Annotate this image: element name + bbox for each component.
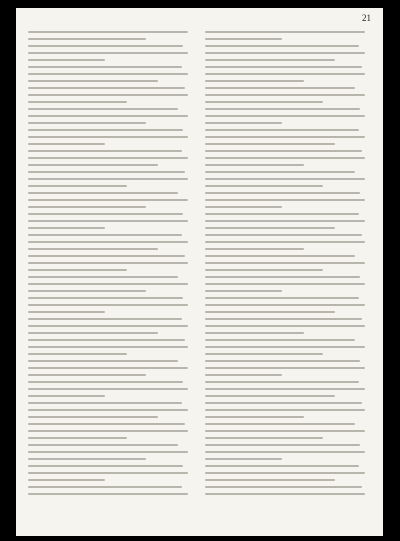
illegible-text-line: [205, 332, 304, 334]
entries-column-left: [28, 30, 188, 500]
illegible-text-line: [205, 367, 365, 369]
illegible-text-line: [28, 213, 183, 215]
illegible-text-line: [205, 248, 304, 250]
illegible-text-line: [28, 451, 188, 453]
illegible-text-line: [205, 185, 323, 187]
illegible-text-line: [205, 66, 362, 68]
illegible-text-line: [205, 290, 282, 292]
illegible-text-line: [28, 101, 127, 103]
illegible-text-line: [205, 255, 355, 257]
illegible-text-line: [28, 381, 183, 383]
illegible-text-line: [28, 430, 188, 432]
illegible-text-line: [28, 444, 178, 446]
illegible-text-line: [205, 458, 282, 460]
illegible-text-line: [28, 269, 127, 271]
illegible-text-line: [205, 136, 365, 138]
illegible-text-line: [205, 381, 359, 383]
illegible-text-line: [205, 178, 365, 180]
illegible-text-line: [205, 171, 355, 173]
illegible-text-line: [205, 395, 335, 397]
document-page: [16, 8, 383, 536]
illegible-text-line: [28, 332, 158, 334]
illegible-text-line: [28, 38, 146, 40]
illegible-text-line: [205, 304, 365, 306]
illegible-text-line: [28, 297, 183, 299]
illegible-text-line: [205, 206, 282, 208]
illegible-text-line: [28, 374, 146, 376]
illegible-text-line: [205, 269, 323, 271]
illegible-text-line: [28, 248, 158, 250]
illegible-text-line: [28, 339, 185, 341]
illegible-text-line: [205, 402, 362, 404]
illegible-text-line: [205, 388, 365, 390]
illegible-text-line: [28, 423, 185, 425]
illegible-text-line: [28, 276, 178, 278]
illegible-text-line: [205, 241, 365, 243]
illegible-text-line: [205, 87, 355, 89]
illegible-text-line: [205, 437, 323, 439]
entries-column-right: [205, 30, 365, 500]
illegible-text-line: [205, 73, 365, 75]
illegible-text-line: [28, 206, 146, 208]
illegible-text-line: [205, 409, 365, 411]
illegible-text-line: [28, 472, 188, 474]
illegible-text-line: [28, 178, 188, 180]
illegible-text-line: [205, 115, 365, 117]
illegible-text-line: [28, 143, 105, 145]
illegible-text-line: [28, 409, 188, 411]
illegible-text-line: [205, 157, 365, 159]
illegible-text-line: [205, 122, 282, 124]
illegible-text-line: [205, 283, 365, 285]
illegible-text-line: [28, 402, 182, 404]
illegible-text-line: [205, 339, 355, 341]
illegible-text-line: [28, 353, 127, 355]
illegible-text-line: [28, 311, 105, 313]
illegible-text-line: [205, 143, 335, 145]
illegible-text-line: [205, 150, 362, 152]
illegible-text-line: [205, 374, 282, 376]
illegible-text-line: [205, 262, 365, 264]
illegible-text-line: [205, 360, 360, 362]
illegible-text-line: [28, 45, 183, 47]
illegible-text-line: [28, 52, 188, 54]
illegible-text-line: [205, 192, 360, 194]
illegible-text-line: [205, 45, 359, 47]
illegible-text-line: [28, 185, 127, 187]
illegible-text-line: [28, 136, 188, 138]
illegible-text-line: [205, 297, 359, 299]
illegible-text-line: [205, 325, 365, 327]
illegible-text-line: [28, 437, 127, 439]
illegible-text-line: [205, 444, 360, 446]
illegible-text-line: [205, 472, 365, 474]
illegible-text-line: [28, 255, 185, 257]
illegible-text-line: [205, 31, 365, 33]
illegible-text-line: [28, 150, 182, 152]
illegible-text-line: [28, 318, 182, 320]
illegible-text-line: [28, 367, 188, 369]
illegible-text-line: [28, 493, 188, 495]
illegible-text-line: [205, 423, 355, 425]
illegible-text-line: [28, 479, 105, 481]
illegible-text-line: [28, 388, 188, 390]
illegible-text-line: [28, 346, 188, 348]
illegible-text-line: [205, 416, 304, 418]
illegible-text-line: [205, 276, 360, 278]
illegible-text-line: [205, 493, 365, 495]
illegible-text-line: [28, 94, 188, 96]
illegible-text-line: [205, 311, 335, 313]
illegible-text-line: [28, 227, 105, 229]
illegible-text-line: [28, 458, 146, 460]
illegible-text-line: [28, 73, 188, 75]
illegible-text-line: [28, 192, 178, 194]
illegible-text-line: [28, 234, 182, 236]
illegible-text-line: [28, 220, 188, 222]
illegible-text-line: [28, 416, 158, 418]
illegible-text-line: [205, 80, 304, 82]
illegible-text-line: [205, 199, 365, 201]
illegible-text-line: [28, 115, 188, 117]
illegible-text-line: [28, 164, 158, 166]
illegible-text-line: [28, 199, 188, 201]
illegible-text-line: [28, 108, 178, 110]
illegible-text-line: [28, 283, 188, 285]
illegible-text-line: [28, 486, 182, 488]
illegible-text-line: [28, 171, 185, 173]
illegible-text-line: [205, 346, 365, 348]
illegible-text-line: [28, 59, 105, 61]
illegible-text-line: [28, 304, 188, 306]
illegible-text-line: [28, 395, 105, 397]
illegible-text-line: [205, 353, 323, 355]
illegible-text-line: [28, 262, 188, 264]
illegible-text-line: [205, 101, 323, 103]
illegible-text-line: [205, 38, 282, 40]
illegible-text-line: [28, 360, 178, 362]
illegible-text-line: [28, 122, 146, 124]
page-number: 21: [362, 13, 371, 23]
illegible-text-line: [205, 479, 335, 481]
illegible-text-line: [28, 465, 183, 467]
illegible-text-line: [205, 465, 359, 467]
illegible-text-line: [205, 486, 362, 488]
illegible-text-line: [28, 290, 146, 292]
illegible-text-line: [28, 66, 182, 68]
illegible-text-line: [28, 80, 158, 82]
illegible-text-line: [205, 451, 365, 453]
illegible-text-line: [205, 318, 362, 320]
illegible-text-line: [205, 430, 365, 432]
illegible-text-line: [205, 52, 365, 54]
illegible-text-line: [205, 213, 359, 215]
illegible-text-line: [205, 220, 365, 222]
illegible-text-line: [28, 241, 188, 243]
illegible-text-line: [205, 108, 360, 110]
illegible-text-line: [28, 325, 188, 327]
illegible-text-line: [205, 129, 359, 131]
illegible-text-line: [205, 59, 335, 61]
illegible-text-line: [28, 31, 188, 33]
illegible-text-line: [205, 164, 304, 166]
illegible-text-line: [205, 94, 365, 96]
illegible-text-line: [28, 87, 185, 89]
illegible-text-line: [28, 157, 188, 159]
illegible-text-line: [205, 234, 362, 236]
illegible-text-line: [28, 129, 183, 131]
illegible-text-line: [205, 227, 335, 229]
